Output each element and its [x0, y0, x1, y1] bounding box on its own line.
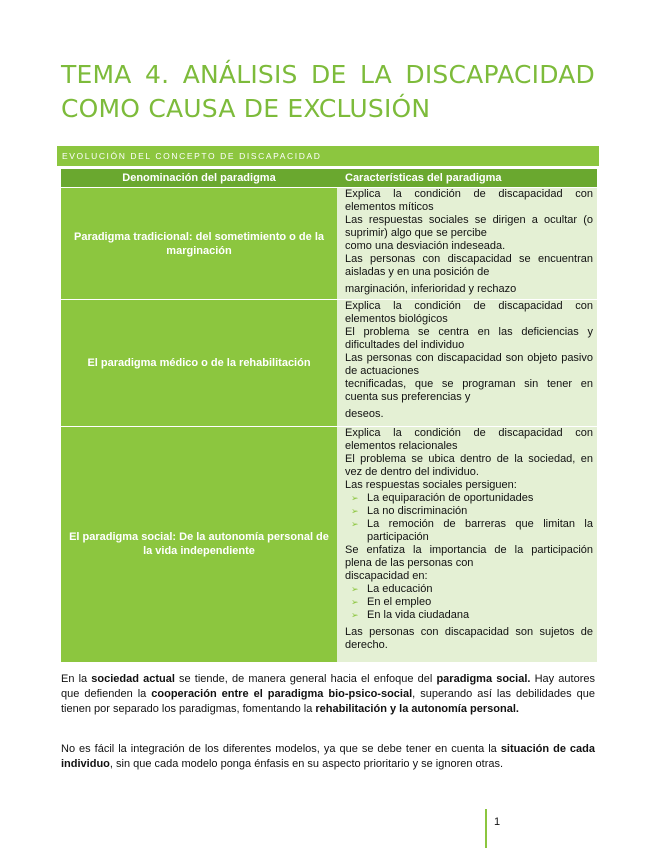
description-line: Las personas con discapacidad son sujetos de derecho.: [345, 626, 593, 651]
participation-list: [345, 583, 593, 622]
list-item: [345, 609, 593, 622]
description-line: Las respuestas sociales persiguen:: [345, 479, 517, 491]
arrow-bullet-icon: ➢: [351, 519, 359, 529]
text-run: No es fácil la integración de los diferentes modelos, ya que se debe tener en cuenta la: [61, 743, 501, 755]
section-heading: EVOLUCIÓN DEL CONCEPTO DE DISCAPACIDAD: [57, 146, 599, 166]
objectives-list: [345, 492, 593, 544]
list-item-label: La educación: [367, 583, 433, 595]
list-item: [345, 596, 593, 609]
table-row: [61, 300, 597, 427]
description-line: tecnificadas, que se programan sin tener en cuenta sus preferencias y: [345, 378, 593, 403]
description-line: Se enfatiza la importancia de la participación plena de las personas con: [345, 544, 593, 569]
description-line: como una desviación indeseada.: [345, 240, 506, 252]
arrow-bullet-icon: ➢: [351, 506, 359, 516]
list-item-label: La remoción de barreras que limitan la participación: [367, 518, 593, 543]
description-line: Explica la condición de discapacidad con elementos relacionales: [345, 427, 593, 452]
paradigm-description: [337, 188, 597, 300]
description-line: Las personas con discapacidad son objeto pasivo de actuaciones: [345, 352, 593, 377]
list-item: [345, 583, 593, 596]
description-line: discapacidad en:: [345, 570, 428, 582]
description-line: Las respuestas sociales se dirigen a ocultar (o suprimir) algo que se percibe: [345, 214, 593, 239]
paradigm-table: [61, 169, 597, 662]
paradigm-name: El paradigma social: De la autonomía personal de la vida independiente: [61, 427, 337, 662]
description-line: deseos.: [345, 408, 384, 420]
paragraph-integration: [61, 742, 595, 772]
paradigm-description: [337, 427, 597, 662]
bold-text: situación de cada individuo: [61, 743, 596, 770]
paradigm-name: Paradigma tradicional: del sometimiento o de la marginación: [61, 188, 337, 300]
page-number-rule: [485, 809, 487, 848]
list-item: [345, 505, 593, 518]
arrow-bullet-icon: ➢: [351, 584, 359, 594]
list-item: [345, 492, 593, 505]
page-title: TEMA 4. ANÁLISIS DE LA DISCAPACIDAD COMO CAUSA DE EXCLUSIÓN: [61, 60, 595, 123]
paradigm-description: [337, 300, 597, 427]
column-header-characteristics: Características del paradigma: [337, 169, 597, 188]
column-header-name: Denominación del paradigma: [61, 169, 337, 188]
description-line: El problema se centra en las deficiencias y dificultades del individuo: [345, 326, 593, 351]
description-line: Explica la condición de discapacidad con elementos biológicos: [345, 300, 593, 325]
text-run: Hay autores que defienden la: [61, 673, 595, 700]
paragraph-society: [61, 672, 595, 717]
bold-text: rehabilitación y la autonomía personal.: [315, 703, 519, 715]
list-item-label: La no discriminación: [367, 505, 468, 517]
text-run: En la: [61, 673, 92, 685]
table-header-row: [61, 169, 597, 188]
list-item-label: En el empleo: [367, 596, 432, 608]
description-line: marginación, inferioridad y rechazo: [345, 283, 517, 295]
bold-text: cooperación entre el paradigma bio-psico-social: [151, 688, 413, 700]
table-row: [61, 427, 597, 662]
text-run: se tiende, de manera general hacia el enfoque del: [174, 673, 437, 685]
bold-text: paradigma social.: [436, 673, 531, 685]
list-item-label: En la vida ciudadana: [367, 609, 470, 621]
text-run: , superando así las debilidades que tienen por separado los paradigmas, fomentando la: [61, 688, 595, 715]
table-row: [61, 188, 597, 300]
description-line: El problema se ubica dentro de la sociedad, en vez de dentro del individuo.: [345, 453, 593, 478]
page-number: 1: [494, 816, 501, 828]
list-item: [345, 518, 593, 544]
arrow-bullet-icon: ➢: [351, 610, 359, 620]
paradigm-name: El paradigma médico o de la rehabilitación: [61, 300, 337, 427]
text-run: , sin que cada modelo ponga énfasis en su aspecto prioritario y se ignoren otras.: [109, 758, 504, 770]
list-item-label: La equiparación de oportunidades: [367, 492, 534, 504]
bold-text: sociedad actual: [91, 673, 175, 685]
arrow-bullet-icon: ➢: [351, 493, 359, 503]
description-line: Explica la condición de discapacidad con elementos míticos: [345, 188, 593, 213]
description-line: Las personas con discapacidad se encuentran aisladas y en una posición de: [345, 253, 593, 278]
arrow-bullet-icon: ➢: [351, 597, 359, 607]
